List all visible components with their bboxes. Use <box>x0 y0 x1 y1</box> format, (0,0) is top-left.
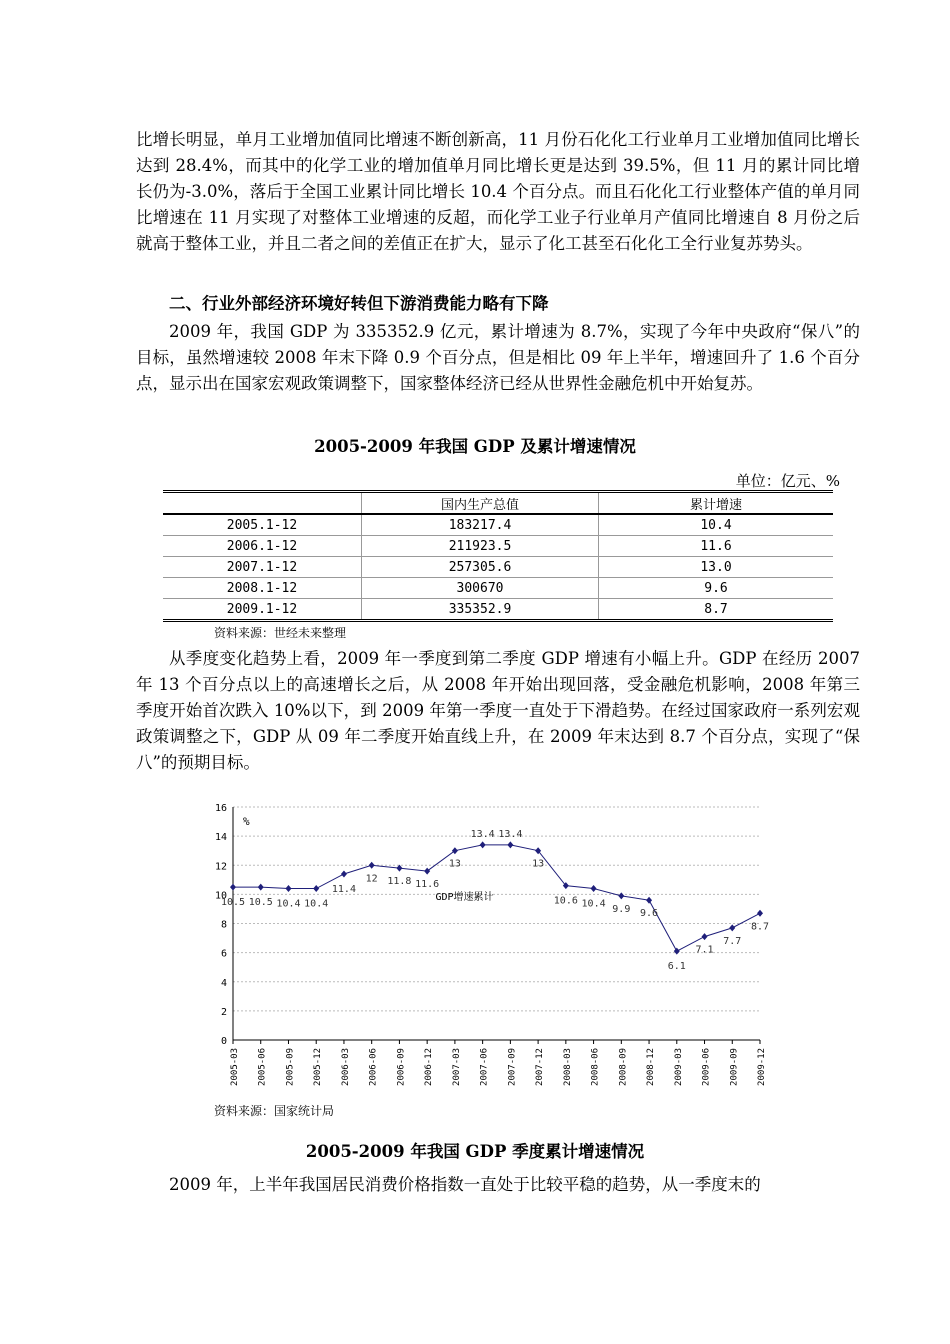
data-point-marker <box>452 847 458 854</box>
table-header-cell <box>163 492 362 515</box>
section-heading-2: 二、行业外部经济环境好转但下游消费能力略有下降 <box>169 294 549 313</box>
chart-source: 资料来源：国家统计局 <box>214 1104 335 1118</box>
data-label: 6.1 <box>667 961 686 973</box>
table-cell-gdp: 335352.9 <box>362 599 599 621</box>
y-tick-label: 0 <box>220 1036 227 1047</box>
x-tick-label: 2008-06 <box>590 1048 601 1086</box>
data-label: 12 <box>365 873 378 885</box>
table-cell-gdp: 211923.5 <box>362 536 599 557</box>
paragraph-industry-growth: 比增长明显，单月工业增加值同比增速不断创新高，11 月份石化化工行业单月工业增加值同比增长达到 28.4%，而其中的化学工业的增加值单月同比增长更是达到 39.5%，但 11 月的累计同比增长仍为-3.0%，落后于全国工业累计同比增长 10.4 个百分点。而且石化化工行业整体产值的单月同比增速在 11 月实现了对整体工业增速的反超，而化学工业子行业单月产值同比增速自 8 月份之后就高于整体工业，并且二者之间的差值正在扩大，显示了化工甚至石化化工全行业复苏势头。 <box>136 130 860 253</box>
x-tick-label: 2005-06 <box>257 1048 268 1086</box>
data-point-marker <box>618 892 624 899</box>
data-point-marker <box>285 885 291 892</box>
x-tick-label: 2009-09 <box>729 1048 740 1086</box>
data-point-marker <box>258 884 264 891</box>
data-point-marker <box>591 885 597 892</box>
data-label: 13 <box>448 858 461 870</box>
table-cell-period: 2005.1-12 <box>163 514 362 536</box>
x-tick-label: 2007-03 <box>451 1048 462 1086</box>
data-label: 10.5 <box>248 897 273 909</box>
data-label: 9.6 <box>640 908 659 920</box>
x-tick-label: 2009-12 <box>757 1048 767 1086</box>
data-label: 11.6 <box>415 879 440 891</box>
data-label: 10.4 <box>304 898 329 910</box>
x-tick-label: 2005-09 <box>285 1048 296 1086</box>
table-cell-gdp: 183217.4 <box>362 514 599 536</box>
data-label: 7.1 <box>695 944 714 956</box>
data-point-marker <box>424 868 430 875</box>
table-header-cell: 累计增速 <box>599 492 834 515</box>
table-row <box>163 578 833 599</box>
data-label: 10.4 <box>276 898 301 910</box>
paragraph-cpi: 2009 年，上半年我国居民消费价格指数一直处于比较平稳的趋势，从一季度末的 <box>169 1175 761 1194</box>
data-point-marker <box>646 897 652 904</box>
data-point-marker <box>729 924 735 931</box>
x-tick-label: 2007-12 <box>535 1048 546 1086</box>
data-label: 10.4 <box>581 898 606 910</box>
data-label: 11.4 <box>331 883 356 895</box>
x-tick-label: 2007-09 <box>507 1048 518 1086</box>
x-tick-label: 2005-03 <box>230 1048 240 1086</box>
table-cell-growth: 11.6 <box>599 536 834 557</box>
data-point-marker <box>369 862 375 869</box>
gdp-line-chart <box>200 795 775 1100</box>
table-row <box>163 514 833 536</box>
x-tick-label: 2007-06 <box>479 1048 490 1086</box>
y-axis-unit-label: % <box>243 815 250 828</box>
table-cell-period: 2007.1-12 <box>163 557 362 578</box>
paragraph-gdp-2009: 2009 年，我国 GDP 为 335352.9 亿元，累计增速为 8.7%，实现了今年中央政府“保八”的目标，虽然增速较 2008 年末下降 0.9 个百分点，但是相比 09 年上半年，增速回升了 1.6 个百分点，显示出在国家宏观政策调整下，国家整体经济已经从世界性金融危机中开始复苏。 <box>136 322 860 393</box>
x-tick-label: 2006-12 <box>424 1048 435 1086</box>
x-tick-label: 2006-06 <box>368 1048 379 1086</box>
y-tick-label: 4 <box>220 977 227 989</box>
y-tick-label: 12 <box>214 861 227 873</box>
data-label: 13.4 <box>470 828 495 840</box>
y-tick-label: 2 <box>220 1006 227 1018</box>
data-label: 9.9 <box>612 903 631 915</box>
y-tick-label: 16 <box>214 803 227 814</box>
table-cell-gdp: 257305.6 <box>362 557 599 578</box>
y-tick-label: 14 <box>214 832 227 844</box>
data-point-marker <box>341 870 347 877</box>
data-point-marker <box>507 841 513 848</box>
table-cell-gdp: 300670 <box>362 578 599 599</box>
y-tick-label: 10 <box>214 890 227 902</box>
x-tick-label: 2006-09 <box>396 1048 407 1086</box>
data-point-marker <box>757 910 763 917</box>
data-label: 10.6 <box>553 895 578 907</box>
table-cell-period: 2006.1-12 <box>163 536 362 557</box>
table-header-cell: 国内生产总值 <box>362 492 599 515</box>
x-tick-label: 2005-12 <box>313 1048 324 1086</box>
table-header-row <box>163 492 833 515</box>
data-label: 13.4 <box>498 828 523 840</box>
table-cell-growth: 10.4 <box>599 514 834 536</box>
gdp-table <box>163 490 833 622</box>
x-tick-label: 2006-03 <box>340 1048 351 1086</box>
table-cell-growth: 9.6 <box>599 578 834 599</box>
y-tick-label: 8 <box>220 919 227 931</box>
x-tick-label: 2008-09 <box>618 1048 629 1086</box>
table-row <box>163 599 833 621</box>
x-tick-label: 2008-12 <box>646 1048 657 1086</box>
table-unit: 单位：亿元、% <box>735 472 840 490</box>
y-tick-label: 6 <box>220 948 227 960</box>
data-point-marker <box>230 884 236 891</box>
x-tick-label: 2009-03 <box>673 1048 684 1086</box>
data-label: 10.5 <box>220 897 246 909</box>
data-point-marker <box>702 933 708 940</box>
chart-caption: 2005-2009 年我国 GDP 季度累计增速情况 <box>305 1142 645 1161</box>
table-cell-period: 2008.1-12 <box>163 578 362 599</box>
series-name-label: GDP增速累计 <box>435 892 494 904</box>
data-point-marker <box>313 885 319 892</box>
x-tick-label: 2008-03 <box>562 1048 573 1086</box>
data-label: 11.8 <box>387 876 412 888</box>
data-label: 8.7 <box>750 921 770 933</box>
x-tick-label: 2009-06 <box>701 1048 712 1086</box>
data-label: 13 <box>532 858 545 870</box>
table-row <box>163 557 833 578</box>
paragraph-quarterly-trend: 从季度变化趋势上看，2009 年一季度到第二季度 GDP 增速有小幅上升。GDP 在经历 2007 年 13 个百分点以上的高速增长之后，从 2008 年开始出现回落，受金融危机影响，2008 年第三季度开始首次跌入 10%以下，到 2009 年第一季度一直处于下滑趋势。在经过国家政府一系列宏观政策调整之下，GDP 从 09 年二季度开始直线上升，在 2009 年末达到 8.7 个百分点，实现了“保八”的预期目标。 <box>136 649 860 772</box>
table-cell-growth: 8.7 <box>599 599 834 621</box>
table-cell-period: 2009.1-12 <box>163 599 362 621</box>
table-caption: 2005-2009 年我国 GDP 及累计增速情况 <box>314 437 636 456</box>
table-cell-growth: 13.0 <box>599 557 834 578</box>
data-point-marker <box>480 841 486 848</box>
data-point-marker <box>674 948 680 955</box>
data-label: 7.7 <box>723 935 742 947</box>
table-source: 资料来源：世经未来整理 <box>214 626 347 640</box>
table-row <box>163 536 833 557</box>
